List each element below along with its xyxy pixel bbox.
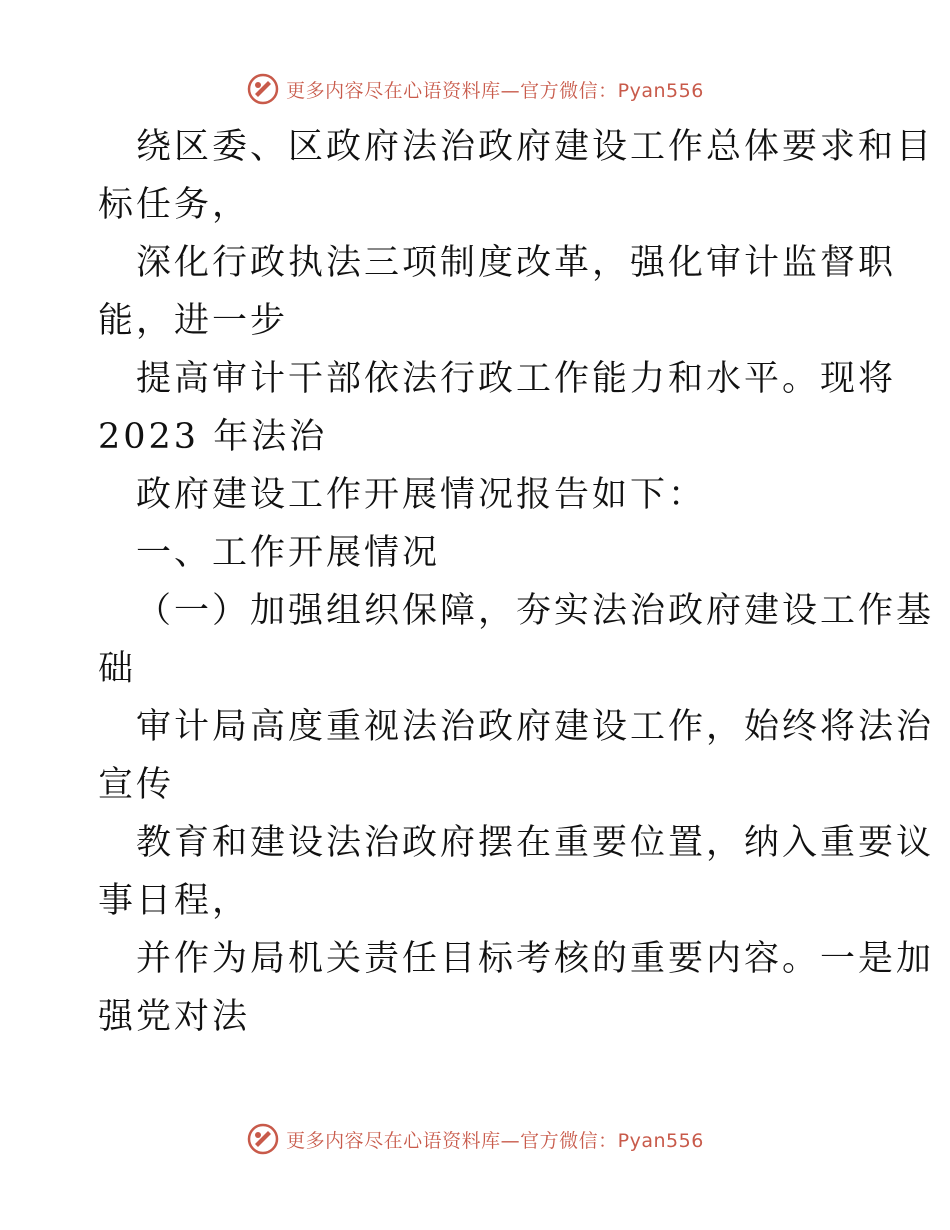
- text-line: 并作为局机关责任目标考核的重要内容。一是加: [136, 939, 935, 979]
- text-line: 政府建设工作开展情况报告如下：: [136, 475, 707, 515]
- watermark-text: 更多内容尽在心语资料库—官方微信：Pyan556: [286, 1129, 704, 1152]
- watermark-text: 更多内容尽在心语资料库—官方微信：Pyan556: [286, 79, 704, 102]
- text-line: 强党对法: [98, 997, 251, 1037]
- document-body: [98, 118, 935, 1046]
- logo-icon: [246, 1122, 280, 1156]
- text-line: 绕区委、区政府法治政府建设工作总体要求和目: [136, 127, 935, 167]
- subsection-heading: （一）加强组织保障，夯实法治政府建设工作基: [136, 591, 935, 631]
- text-line: 教育和建设法治政府摆在重要位置，纳入重要议: [136, 823, 935, 863]
- text-line: 标任务，: [98, 185, 251, 225]
- text-line: 提高审计干部依法行政工作能力和水平。现将: [136, 359, 897, 399]
- text-line: 础: [98, 649, 137, 689]
- section-heading: 一、工作开展情况: [136, 533, 441, 573]
- text-line: 能，进一步: [98, 301, 289, 341]
- text-line: 深化行政执法三项制度改革，强化审计监督职: [136, 243, 897, 283]
- logo-icon: [246, 72, 280, 106]
- text-line: 审计局高度重视法治政府建设工作，始终将法治: [136, 707, 935, 747]
- text-line: 事日程，: [98, 881, 251, 921]
- text-line: 宣传: [98, 765, 175, 805]
- header-watermark: [0, 72, 950, 106]
- footer-watermark: [0, 1122, 950, 1156]
- text-line: 2023 年法治: [98, 417, 328, 457]
